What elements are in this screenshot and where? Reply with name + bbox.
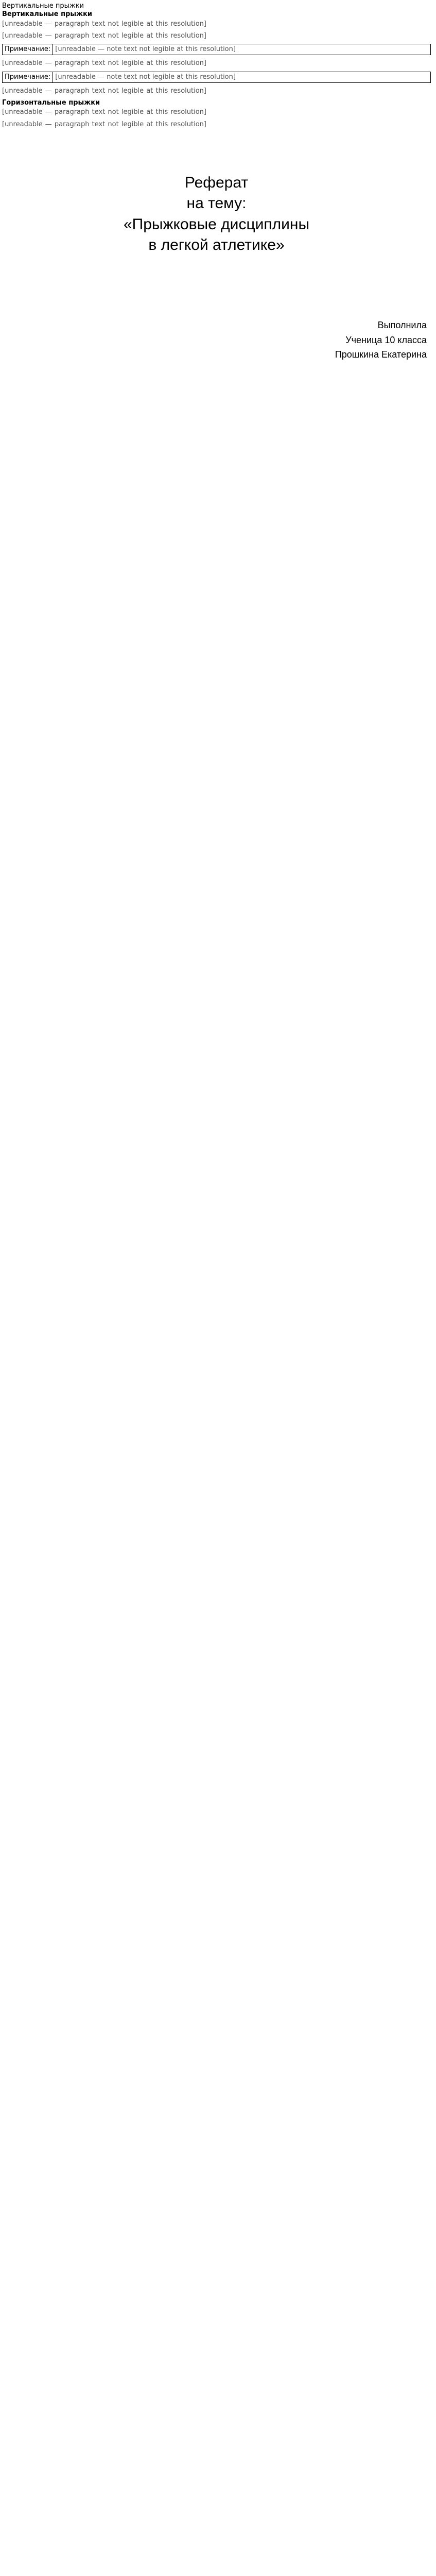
note-text: [unreadable — note text not legible at this resolution] xyxy=(53,72,431,82)
note-label: Примечание: xyxy=(3,72,53,82)
cover-line-1: Реферат xyxy=(184,174,249,191)
note-text: [unreadable — note text not legible at this resolution] xyxy=(53,44,431,55)
section4-paragraph-1: [unreadable — paragraph text not legible at this resolution] xyxy=(2,108,206,116)
signature-block xyxy=(2,318,431,362)
section2-paragraph-1: [unreadable — paragraph text not legible at this resolution] xyxy=(2,59,206,67)
cover-title-block xyxy=(2,173,431,256)
cover-line-4: в легкой атлетике» xyxy=(148,236,285,254)
section1-paragraph-2: [unreadable — paragraph text not legible at this resolution] xyxy=(2,31,206,40)
section-heading-horizontal: Горизонтальные прыжки xyxy=(2,99,100,107)
note-box-2 xyxy=(2,72,431,83)
document-top-title: Вертикальные прыжки xyxy=(2,2,84,10)
cover-line-3: «Прыжковые дисциплины xyxy=(123,215,310,233)
section-heading-vertical: Вертикальные прыжки xyxy=(2,10,93,19)
signature-line-2: Ученица 10 класса xyxy=(345,334,427,345)
signature-line-3: Прошкина Екатерина xyxy=(335,349,427,360)
note-label: Примечание: xyxy=(3,44,53,55)
section3-paragraph-1: [unreadable — paragraph text not legible at this resolution] xyxy=(2,87,206,95)
note-box-1 xyxy=(2,44,431,55)
signature-line-1: Выполнила xyxy=(377,319,427,330)
section1-paragraph-1: [unreadable — paragraph text not legible at this resolution] xyxy=(2,20,206,28)
section4-paragraph-2: [unreadable — paragraph text not legible at this resolution] xyxy=(2,120,206,128)
cover-line-2: на тему: xyxy=(186,195,247,212)
